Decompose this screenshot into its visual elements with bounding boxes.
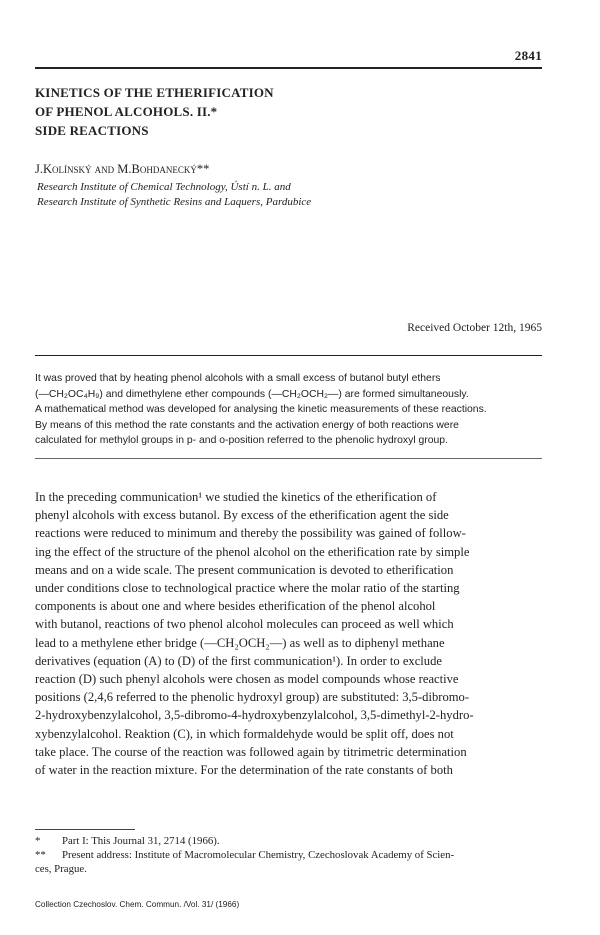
abstract-line: (—CH₂OC₄H₉) and dimethylene ether compounds (—CH₂OCH₂—) are formed simultaneously. bbox=[35, 388, 469, 400]
body-line: xybenzylalcohol. Reaktion (C), in which formaldehyde would be split off, does not bbox=[35, 726, 454, 741]
body-line: with butanol, reactions of two phenol alcohol molecules can proceed as well which bbox=[35, 617, 454, 632]
body-line: In the preceding communication¹ we studied the kinetics of the etherification of bbox=[35, 490, 437, 504]
footnote-text: Part I: This Journal 31, 2714 (1966). bbox=[62, 835, 220, 847]
journal-citation: Collection Czechoslov. Chem. Commun. /Vol. 31/ (1966) bbox=[35, 900, 240, 909]
body-line: derivatives (equation (A) to (D) of the first communication¹). In order to exclude bbox=[35, 653, 442, 668]
body-line: positions (2,4,6 referred to the phenolic hydroxyl group) are substituted: 3,5-dibromo- bbox=[35, 690, 470, 705]
body-line: means and on a wide scale. The present communication is devoted to etherification bbox=[35, 562, 454, 577]
footnote-text: ces, Prague. bbox=[35, 863, 87, 875]
received-date: Received October 12th, 1965 bbox=[407, 322, 542, 334]
body-line: of water in the reaction mixture. For the determination of the rate constants of both bbox=[35, 763, 453, 778]
body-line: take place. The course of the reaction was followed again by titrimetric determination bbox=[35, 744, 467, 759]
abstract-line: By means of this method the rate constants and the activation energy of both reactions were bbox=[35, 419, 459, 431]
body-line: reactions were reduced to minimum and thereby the possibility was gained of follow- bbox=[35, 526, 466, 541]
abstract-bottom-rule bbox=[35, 458, 542, 459]
body-line: 2-hydroxybenzylalcohol, 3,5-dibromo-4-hydroxybenzylalcohol, 3,5-dimethyl-2-hydro- bbox=[35, 708, 474, 723]
title-line: SIDE REACTIONS bbox=[35, 123, 149, 138]
affiliation-line: Research Institute of Chemical Technology, Ústí n. L. and bbox=[37, 181, 291, 193]
affiliations bbox=[37, 180, 311, 210]
footnote-rule bbox=[35, 829, 135, 830]
abstract-line: A mathematical method was developed for analysing the kinetic measurements of these reactions. bbox=[35, 404, 487, 415]
footnote-mark: * bbox=[35, 835, 41, 847]
footnote-continuation bbox=[35, 862, 542, 876]
body-line: under conditions close to technological practice where the molar ratio of the starting bbox=[35, 581, 460, 596]
authors: J.Kolínský and M.Bohdanecký** bbox=[35, 162, 210, 176]
body-text bbox=[35, 488, 542, 779]
affiliation-line: Research Institute of Synthetic Resins and Laquers, Pardubice bbox=[37, 196, 312, 208]
body-line: components is about one and where besides etherification of the phenol alcohol bbox=[35, 599, 436, 614]
footnotes bbox=[35, 834, 542, 876]
header-rule bbox=[35, 67, 542, 69]
title-line: OF PHENOL ALCOHOLS. II.* bbox=[35, 104, 218, 119]
body-line: ing the effect of the structure of the phenol alcohol on the etherification rate by simple bbox=[35, 544, 470, 559]
body-line: phenyl alcohols with excess butanol. By excess of the etherification agent the side bbox=[35, 508, 449, 523]
abstract-line: It was proved that by heating phenol alcohols with a small excess of butanol butyl ethers bbox=[35, 373, 441, 384]
body-line: lead to a methylene ether bridge (—CH₂OCH₂—) as well as to diphenyl methane bbox=[35, 635, 445, 650]
footnote-mark: ** bbox=[35, 849, 46, 861]
page-number: 2841 bbox=[514, 48, 542, 63]
abstract-line: calculated for methylol groups in p- and o-position referred to the phenolic hydroxyl group. bbox=[35, 435, 448, 446]
body-line: reaction (D) such phenyl alcohols were chosen as model compounds whose reactive bbox=[35, 672, 459, 687]
abstract-top-rule bbox=[35, 355, 542, 356]
paper-title bbox=[35, 83, 274, 140]
footnote bbox=[35, 834, 542, 848]
footnote-text: Present address: Institute of Macromolecular Chemistry, Czechoslovak Academy of Scien- bbox=[62, 849, 455, 861]
title-line: KINETICS OF THE ETHERIFICATION bbox=[35, 85, 274, 100]
footnote bbox=[35, 848, 542, 862]
abstract bbox=[35, 371, 542, 449]
